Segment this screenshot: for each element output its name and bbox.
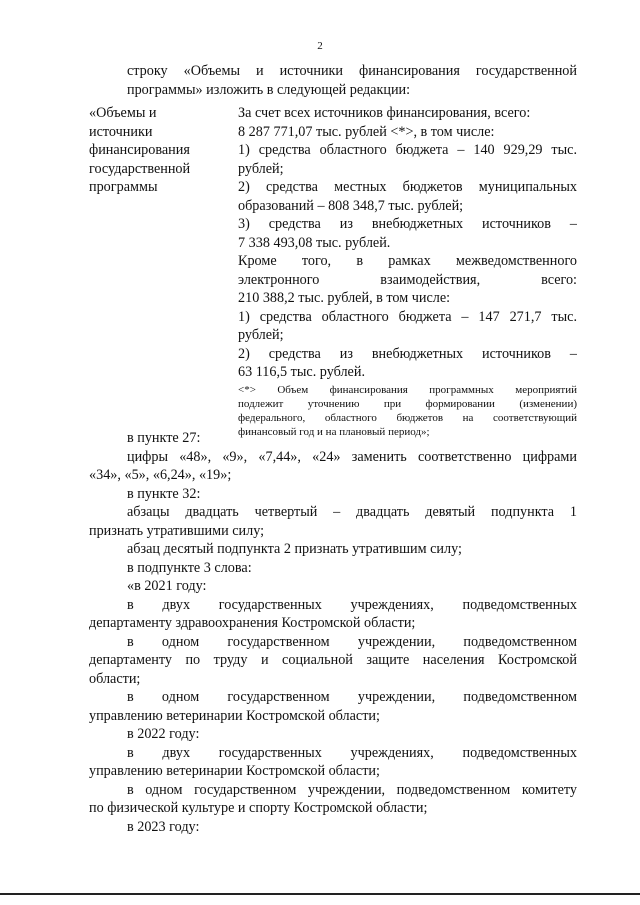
table-right-line: 1) средства областного бюджета – 140 929,29 тыс. <box>238 142 577 158</box>
table-right-line: рублей; <box>238 160 284 177</box>
table-right-line: 2) средства из внебюджетных источников – <box>238 345 577 362</box>
table-left-line: государственной <box>89 160 191 177</box>
body-text <box>89 429 577 836</box>
intro-line: строку «Объемы и источники финансирования государственной <box>127 63 577 79</box>
body-line: в 2022 году: <box>127 726 200 742</box>
body-line: в одном государственном учреждении, подведомственном <box>127 689 577 705</box>
table-right-line: 210 388,2 тыс. рублей, в том числе: <box>238 290 451 306</box>
body-line: управлению ветеринарии Костромской области; <box>89 707 380 724</box>
table-right-line: 3) средства из внебюджетных источников – <box>238 216 577 232</box>
body-line: области; <box>89 670 141 687</box>
table-left-column <box>89 104 219 197</box>
table-right-line: рублей; <box>238 327 284 343</box>
body-line: в двух государственных учреждениях, подведомственных <box>127 744 577 761</box>
table-right-line: За счет всех источников финансирования, всего: <box>238 105 531 121</box>
footnote-line: подлежит уточнению при формировании (изменении) <box>238 397 577 410</box>
bottom-rule <box>0 893 640 895</box>
body-line: департаменту по труду и социальной защите населения Костромской <box>89 652 577 668</box>
table-right-line: 7 338 493,08 тыс. рублей. <box>238 234 391 251</box>
body-line: абзац десятый подпункта 2 признать утратившим силу; <box>127 541 462 557</box>
table-right-line: 2) средства местных бюджетов муниципальных <box>238 179 577 195</box>
body-line: абзацы двадцать четвертый – двадцать девятый подпункта 1 <box>127 504 577 520</box>
table-right-line: образований – 808 348,7 тыс. рублей; <box>238 197 464 214</box>
body-line: департаменту здравоохранения Костромской области; <box>89 615 416 631</box>
table-left-line: финансирования <box>89 142 190 158</box>
table-left-line: «Объемы и <box>89 105 157 121</box>
footnote-line: финансовый год и на плановый период»; <box>238 425 430 438</box>
page-number: 2 <box>317 40 323 52</box>
table-right-column <box>238 104 577 439</box>
body-line: в одном государственном учреждении, подведомственном комитету <box>127 781 577 798</box>
body-line: цифры «48», «9», «7,44», «24» заменить соответственно цифрами <box>127 448 577 465</box>
body-line: признать утратившими силу; <box>89 522 265 539</box>
table-right-line: Кроме того, в рамках межведомственного <box>238 253 577 269</box>
body-line: в одном государственном учреждении, подведомственном <box>127 633 577 650</box>
table-right-line: 63 116,5 тыс. рублей. <box>238 364 365 380</box>
table-right-line: 1) средства областного бюджета – 147 271,7 тыс. <box>238 308 577 325</box>
body-line: «в 2021 году: <box>127 578 207 594</box>
body-line: в 2023 году: <box>127 818 200 835</box>
body-line: в двух государственных учреждениях, подведомственных <box>127 596 577 613</box>
body-line: управлению ветеринарии Костромской области; <box>89 763 380 779</box>
table-right-line: электронного взаимодействия, всего: <box>238 271 577 288</box>
body-line: по физической культуре и спорту Костромской области; <box>89 800 428 816</box>
table-right-line: 8 287 771,07 тыс. рублей <*>, в том числе: <box>238 123 495 140</box>
footnote-line: федерального, областного бюджетов на соответствующий <box>238 411 577 424</box>
body-line: «34», «5», «6,24», «19»; <box>89 467 232 483</box>
intro-line: программы» изложить в следующей редакции: <box>127 81 411 98</box>
table-left-line: программы <box>89 179 158 195</box>
intro-paragraph <box>89 62 577 99</box>
body-line: в пункте 27: <box>127 430 201 446</box>
body-line: в подпункте 3 слова: <box>127 559 252 576</box>
footnote-line: <*> Объем финансирования программных мероприятий <box>238 383 577 396</box>
body-line: в пункте 32: <box>127 485 201 502</box>
table-left-line: источники <box>89 123 153 140</box>
